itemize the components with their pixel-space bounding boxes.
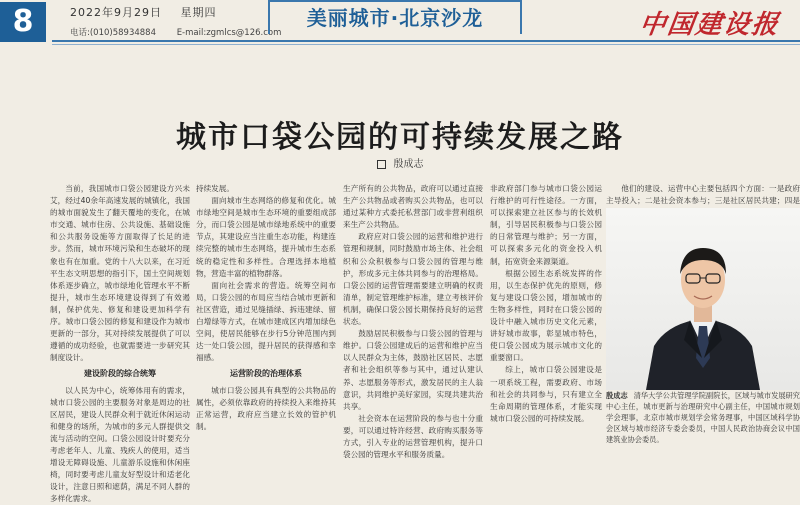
article-column-1 [50,183,190,467]
paragraph: 面向社会需求的营造。统筹空间布局，口袋公园的布局应当结合城市更新和社区营造，通过见缝插绿、拆违建绿、留白增绿等方式，在城市建成区内增加绿色空间，使居民能够在步行5分钟范围内到达一处口袋公园，提升居民的获得感和幸福感。 [196,280,336,365]
masthead-rule [52,40,800,42]
masthead-rule-thin [52,44,800,45]
section-title [268,2,522,34]
paragraph: 以人民为中心，统筹体用有的需求，城市口袋公园的主要服务对象是周边的社区居民，建设人民群众利于就近休闲运动和健身的场所，为城市的多元人群提供交流与活动的空间。口袋公园设计时要充分考虑老年人、儿童、残疾人的使用，适当增设无障碍设施、儿童游乐设施和休闲座椅，同时要考虑儿童友好型设计和适老化设计，注意日照和遮荫，满足不同人群的多样化需求。 [50,385,190,505]
author-bio [606,390,800,467]
paragraph: 他们的建设、运营中心主要包括四个方面：一是政府主导投入；二是社会资本参与；三是社区居民共建；四是 [606,183,800,219]
byline [0,155,800,170]
article-column-3 [343,183,483,467]
bio-author-name: 殷成志 [606,391,628,400]
newspaper-logo: 中国建设报 [637,4,782,41]
phone: 电话:(010)58934884 [70,28,156,38]
subheading: 运营阶段的治理体系 [196,368,336,380]
article-column-4 [490,183,602,467]
bio-text: 清华大学公共管理学院副院长，区域与城市发展研究中心主任，城市更新与治理研究中心副主任，中国城市规划学会理事，北京市城市规划学会常务理事，中国区域科学协会区域与城市经济专委会委员，中国人民政治协商会议中国建筑业协会委员。 [606,391,800,444]
author-portrait [606,208,800,390]
section-title-rule [268,0,522,2]
paragraph: 生产所有的公共物品，政府可以通过直接生产公共物品或者购买公共物品，也可以通过某种方式委托私营部门或非营利组织来生产公共物品。 [343,183,483,231]
paragraph: 综上，城市口袋公园建设是一项系统工程，需要政府、市场和社会的共同参与，只有建立全生命周期的管理体系，才能实现城市口袋公园的可持续发展。 [490,364,602,424]
paragraph: 当前，我国城市口袋公园建设方兴未艾，经过40余年高速发展的城镇化，我国的城市面貌发生了翻天覆地的变化，在城市交通、城市住房、公共设施、基础设施和公共服务设施等方面取得了长足的进步。然而，城市环境污染和生态破坏的现象也有在加重。党的十八大以来，在习近平生态文明思想的指引下，国土空间规划体系逐步确立，城市绿地化管理水平不断提升，城市生态环境建设得到了有效遏制，保护优先、修复和建设更加科学有序。城市口袋公园的修复和建设作为城市更新的一部分，其对持续发展提供了可以遵循的成功经验，也就需要进一步研究其制度设计。 [50,183,190,364]
article-headline: 城市口袋公园的可持续发展之路 [0,112,800,156]
paragraph: 持续发展。 [196,183,336,195]
author-name: 殷成志 [394,159,424,170]
page-number: 8 [0,2,46,42]
portrait-figure [606,208,800,390]
issue-date: 2022年9月29日 [70,6,162,19]
subheading: 建设阶段的综合统筹 [50,368,190,380]
byline-square-icon [377,160,386,169]
article-column-2 [196,183,336,467]
paragraph: 政府应对口袋公园的运营和维护进行管理和规制，同时鼓励市场主体、社会组织和公众积极参与口袋公园的管理与维护，形成多元主体共同参与的治理格局。口袋公园的运营管理需要建立明确的权责清单，制定管理维护标准，建立考核评价机制，确保口袋公园长期保持良好的运营状态。 [343,231,483,328]
section-title-text: 美丽城市·北京沙龙 [307,6,484,30]
article-column-5 [606,183,800,209]
paragraph: 面向城市生态网络的修复和优化。城市绿地空间是城市生态环境的重要组成部分，而口袋公园是城市绿地系统中的重要节点，其建设应当注重生态功能，构建连续完整的城市生态网络，提升城市生态系统的稳定性和多样性。合理选择本地植物，营造丰富的植物群落。 [196,195,336,280]
dateline [70,4,231,20]
paragraph: 非政府部门参与城市口袋公园运行维护的可行性途径。一方面，可以探索建立社区参与的长效机制，引导居民积极参与口袋公园的日常管理与维护；另一方面，可以探索多元化的资金投入机制，拓宽资金来源渠道。 [490,183,602,268]
paragraph: 城市口袋公园具有典型的公共物品的属性，必须依靠政府的持续投入来维持其正常运营，政府应当建立长效的管护机制。 [196,385,336,433]
paragraph: 根据公园生态系统发挥的作用，以生态保护优先的原则，修复与建设口袋公园，增加城市的生物多样性，同时在口袋公园的设计中融入城市历史文化元素，讲好城市故事，彰显城市特色，使口袋公园成为展示城市文化的重要窗口。 [490,268,602,365]
email: E-mail:zgmlcs@126.com [177,28,282,38]
paragraph: 社会资本在运营阶段的参与也十分重要，可以通过特许经营、政府购买服务等方式，引入专业的运营管理机构，提升口袋公园的管理水平和服务质量。 [343,413,483,461]
weekday: 星期四 [181,6,217,19]
contact-line [70,26,299,38]
paragraph: 鼓励居民积极参与口袋公园的管理与维护。口袋公园建成后的运营和维护应当以人民群众为主体，鼓励社区居民、志愿者和社会组织等参与其中，通过认建认养、志愿服务等形式，激发居民的主人翁意识，共同维护美好家园，实现共建共治共享。 [343,328,483,413]
